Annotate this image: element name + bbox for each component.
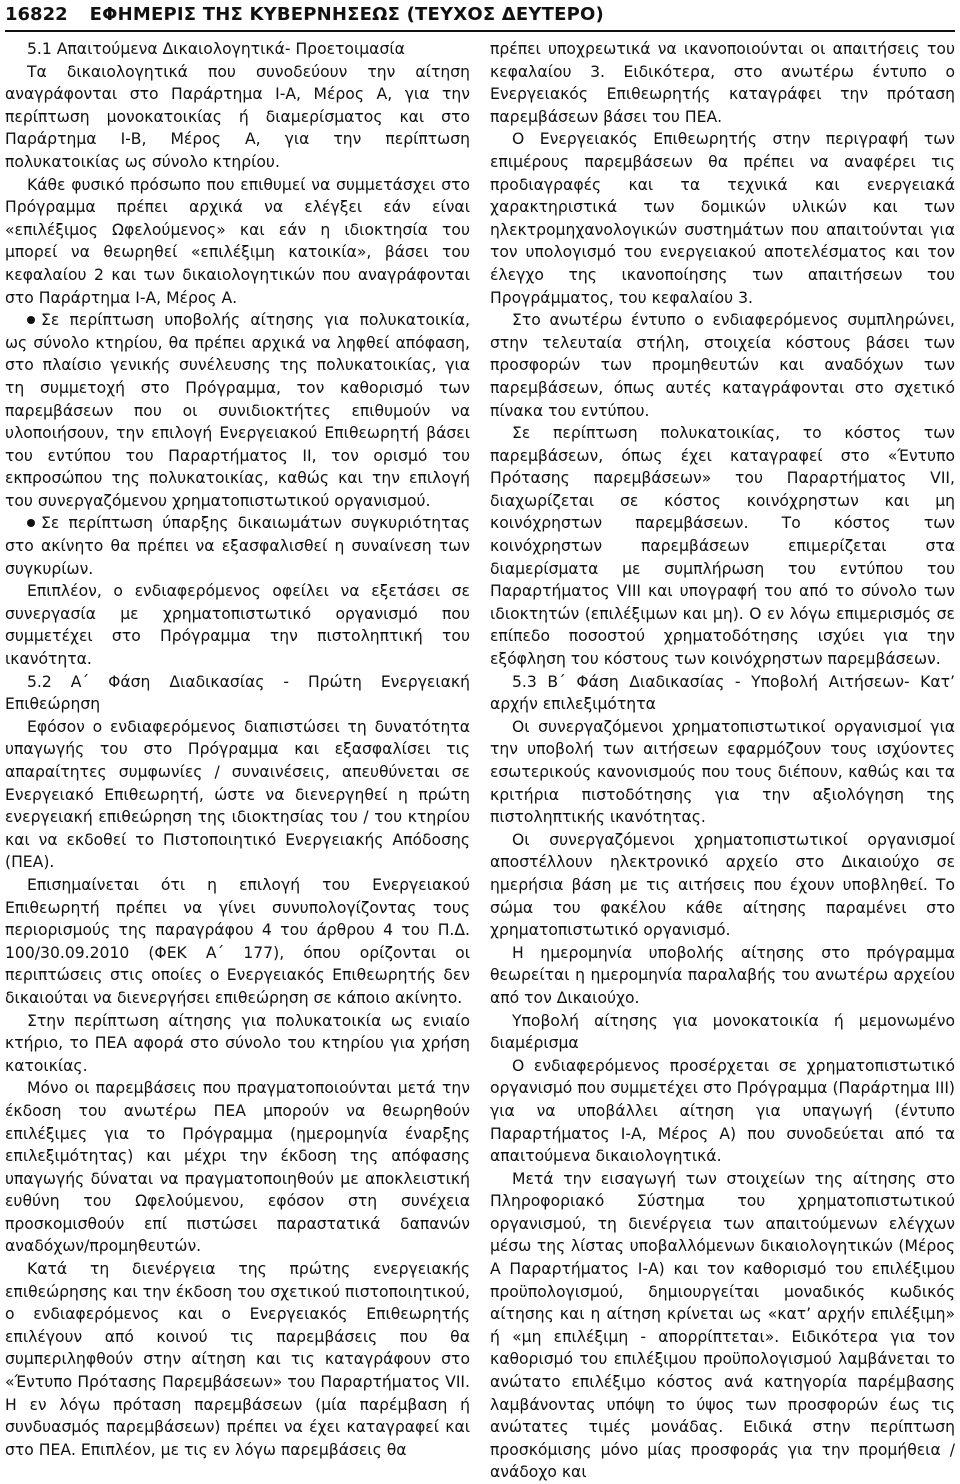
- gazette-title: ΕΦΗΜΕΡΙΣ ΤΗΣ ΚΥΒΕΡΝΗΣΕΩΣ (ΤΕΥΧΟΣ ΔΕΥΤΕΡΟ): [89, 4, 604, 25]
- text-columns: [5, 38, 955, 1482]
- bullet-icon: [27, 519, 35, 527]
- paragraph: Μετά την εισαγωγή των στοιχείων της αίτησης στο Πληροφοριακό Σύστημα του χρηματοπιστωτικού οργανισμού, τη διενέργεια των απαιτούμενων ελέγχων μέσω της λίστας υποβαλλόμενων δικαιολογητικών (Μέρος Α Παραρτήματος Ι-Α) και τον καθορισμό του επιλέξιμου προϋπολογισμού, δημιουργείται μοναδικός κωδικός αίτησης και η αίτηση κρίνεται ως «κατ’ αρχήν επιλέξιμη» ή «μη επιλέξιμη - απορρίπτεται». Ειδικότερα για τον καθορισμό του επιλέξιμου προϋπολογισμού λαμβάνεται το ανώτατο επιλέξιμο κόστος ανά κατηγορία παρέμβασης λαμβάνοντας υπόψη το ύψος των προσφορών έως τις ανώτατες τιμές μονάδας. Ειδικά στην περίπτωση προσκόμισης μόνο μίας προσφοράς για την προμήθεια / ανάδοχο και: [490, 1169, 955, 1482]
- paragraph: Μόνο οι παρεμβάσεις που πραγματοποιούνται μετά την έκδοση του ανωτέρω ΠΕΑ μπορούν να θεωρηθούν επιλέξιμες για το Πρόγραμμα (ημερομηνία έναρξης επιλεξιμότητας) και μέχρι την έκδοση της απόφασης υπαγωγής δύναται να πραγματοποιηθούν με αποκλειστική ευθύνη του Ωφελούμενου, εφόσον στη συνέχεια προσκομισθούν επί πιστώσει παραστατικά δαπανών αναδόχων/προμηθευτών.: [5, 1079, 470, 1256]
- bullet-text: Σε περίπτωση υποβολής αίτησης για πολυκατοικία, ως σύνολο κτηρίου, θα πρέπει αρχικά να ληφθεί απόφαση, στο πλαίσιο γενικής συνέλευσης της πολυκατοικίας, για τη συμμετοχή στο Πρόγραμμα, τον καθορισμό των παρεμβάσεων που οι συνιδιοκτήτες επιθυμούν να υλοποιήσουν, την επιλογή Ενεργειακού Επιθεωρητή βάσει του εντύπου του Παραρτήματος ΙΙ, τον ορισμό του εκπροσώπου της πολυκατοικίας, καθώς και την επιλογή του συνεργαζόμενου χρηματοπιστωτικού οργανισμού.: [5, 311, 470, 510]
- section-5-2-heading: 5.2 Α΄ Φάση Διαδικασίας - Πρώτη Ενεργειακή Επιθεώρηση: [5, 672, 470, 714]
- paragraph: Ο Ενεργειακός Επιθεωρητής στην περιγραφή των επιμέρους παρεμβάσεων θα πρέπει να αναφέρει τις προδιαγραφές και τα τεχνικά και ενεργειακά χαρακτηριστικά των δομικών υλικών και των ηλεκτρομηχανολογικών συστημάτων που απαιτούνται για τον υπολογισμό του ενεργειακού αποτελέσματος και τον έλεγχο της ικανοποίησης των απαιτήσεων του Προγράμματος, του κεφαλαίου 3.: [490, 130, 955, 307]
- subheading: Υποβολή αίτησης για μονοκατοικία ή μεμονωμένο διαμέρισμα: [490, 1011, 955, 1053]
- paragraph: Σε περίπτωση πολυκατοικίας, το κόστος των παρεμβάσεων, όπως έχει καταγραφεί στο «Έντυπο Πρότασης παρεμβάσεων» του Παραρτήματος VII, διαχωρίζεται σε κόστος κοινόχρηστων και μη κοινόχρηστων παρεμβάσεων. Το κόστος των κοινόχρηστων παρεμβάσεων επιμερίζεται στα διαμερίσματα με συμπλήρωση του εντύπου του Παραρτήματος VIII και υπογραφή του από το σύνολο των ιδιοκτητών (επιλέξιμων και μη). Ο εν λόγω επιμερισμός σε επίπεδο ποσοστού χρηματοδότησης ισχύει για την εξόφληση του κόστους των κοινόχρηστων παρεμβάσεων.: [490, 424, 955, 669]
- paragraph: Η ημερομηνία υποβολής αίτησης στο πρόγραμμα θεωρείται η ημερομηνία παραλαβής του ανωτέρω αρχείου από τον Δικαιούχο.: [490, 943, 955, 1007]
- paragraph: Τα δικαιολογητικά που συνοδεύουν την αίτηση αναγράφονται στο Παράρτημα Ι-Α, Μέρος Α, για την περίπτωση μονοκατοικίας ή διαμερίσματος και στο Παράρτημα Ι-Β, Μέρος Α, για την περίπτωση πολυκατοικίας ως σύνολο κτηρίου.: [5, 62, 470, 171]
- paragraph: Κάθε φυσικό πρόσωπο που επιθυμεί να συμμετάσχει στο Πρόγραμμα πρέπει αρχικά να ελέγξει εάν είναι «επιλέξιμος Ωφελούμενος» και εάν η ιδιοκτησία του μπορεί να θεωρηθεί «επιλέξιμη κατοικία», βάσει του κεφαλαίου 2 και των δικαιολογητικών που αναγράφονται στο Παράρτημα Ι-Α, Μέρος Α.: [5, 175, 470, 307]
- paragraph: Οι συνεργαζόμενοι χρηματοπιστωτικοί οργανισμοί για την υποβολή των αιτήσεων εφαρμόζουν τους ισχύοντες εσωτερικούς κανονισμούς που τους διέπουν, καθώς και τα κριτήρια πιστοδότησης για την αξιολόγηση της πιστοληπτικής ικανότητας.: [490, 717, 955, 827]
- paragraph: Ο ενδιαφερόμενος προσέρχεται σε χρηματοπιστωτικό οργανισμό που συμμετέχει στο Πρόγραμμα (Παράρτημα ΙΙΙ) για να υποβάλλει αίτηση για υπαγωγή (έντυπο Παραρτήματος Ι-Α, Μέρος Α) που συνοδεύεται από τα απαιτούμενα δικαιολογητικά.: [490, 1056, 955, 1166]
- paragraph: Στο ανωτέρω έντυπο ο ενδιαφερόμενος συμπληρώνει, στην τελευταία στήλη, στοιχεία κόστους βάσει των προσφορών των προμηθευτών και αναδόχων των παρεμβάσεων, όπως αυτές καταγράφονται στο σχετικό πίνακα του εντύπου.: [490, 311, 955, 420]
- paragraph: Εφόσον ο ενδιαφερόμενος διαπιστώσει τη δυνατότητα υπαγωγής του στο Πρόγραμμα και εξασφαλίσει τις απαραίτητες συμφωνίες / συναινέσεις, απευθύνεται σε Ενεργειακό Επιθεωρητή, ώστε να διενεργηθεί η πρώτη ενεργειακή επιθεώρηση της ιδιοκτησίας του / του κτηρίου και να εκδοθεί το Πιστοποιητικό Ενεργειακής Απόδοσης (ΠΕΑ).: [5, 717, 470, 872]
- paragraph: Επιπλέον, ο ενδιαφερόμενος οφείλει να εξετάσει σε συνεργασία με χρηματοπιστωτικό οργανισμό που συμμετέχει στο Πρόγραμμα την πιστοληπτική του ικανότητα.: [5, 582, 470, 669]
- paragraph: Κατά τη διενέργεια της πρώτης ενεργειακής επιθεώρησης και την έκδοση του σχετικού πιστοποιητικού, ο ενδιαφερόμενος και ο Ενεργειακός Επιθεωρητής επιλέγουν από κοινού τις παρεμβάσεις που θα συμπεριληφθούν στην αίτηση και τις καταγράφουν στο «Έντυπο Πρότασης Παρεμβάσεων» του Παραρτήματος VII. Η εν λόγω πρόταση παρεμβάσεων (μία παρέμβαση ή συνδυασμός παρεμβάσεων) πρέπει να έχει καταγραφεί και στο ΠΕΑ. Επιπλέον, με τις εν λόγω παρεμβάσεις θα: [5, 1260, 470, 1459]
- bullet-paragraph: [5, 309, 470, 512]
- bullet-paragraph: [5, 512, 470, 580]
- bullet-icon: [27, 316, 35, 324]
- paragraph: Οι συνεργαζόμενοι χρηματοπιστωτικοί οργανισμοί αποστέλλουν ηλεκτρονικό αρχείο στο Δικαιούχο σε ημερήσια βάση με τις αιτήσεις που έχουν υποβληθεί. Το σώμα του φακέλου κάθε αίτησης παραμένει στο χρηματοπιστωτικό οργανισμό.: [490, 830, 955, 940]
- right-column: [490, 38, 955, 1482]
- paragraph: Στην περίπτωση αίτησης για πολυκατοικία ως ενιαίο κτήριο, το ΠΕΑ αφορά στο σύνολο του κτηρίου για χρήση κατοικίας.: [5, 1011, 470, 1075]
- bullet-text: Σε περίπτωση ύπαρξης δικαιωμάτων συγκυριότητας στο ακίνητο θα πρέπει να εξασφαλισθεί η συναίνεση των συγκυρίων.: [5, 514, 470, 578]
- section-5-3-heading: 5.3 Β΄ Φάση Διαδικασίας - Υποβολή Αιτήσεων- Κατ’ αρχήν επιλεξιμότητα: [490, 672, 955, 714]
- page-header: [5, 4, 955, 32]
- page-number: 16822: [5, 4, 68, 25]
- section-5-1-heading: 5.1 Απαιτούμενα Δικαιολογητικά- Προετοιμασία: [27, 40, 405, 58]
- left-column: [5, 38, 470, 1459]
- paragraph: Επισημαίνεται ότι η επιλογή του Ενεργειακού Επιθεωρητή πρέπει να γίνει συνυπολογίζοντας τους περιορισμούς της παραγράφου 4 του άρθρου 4 του Π.Δ. 100/30.09.2010 (ΦΕΚ Α΄ 177), όπου ορίζονται οι περιπτώσεις στις οποίες ο Ενεργειακός Επιθεωρητής δεν δικαιούται να διενεργήσει επιθεώρηση σε κάποιο ακίνητο.: [5, 875, 470, 1007]
- paragraph-continued: πρέπει υποχρεωτικά να ικανοποιούνται οι απαιτήσεις του κεφαλαίου 3. Ειδικότερα, στο ανωτέρω έντυπο ο Ενεργειακός Επιθεωρητής καταγράφει την πρόταση παρεμβάσεων βάσει του ΠΕΑ.: [490, 40, 955, 126]
